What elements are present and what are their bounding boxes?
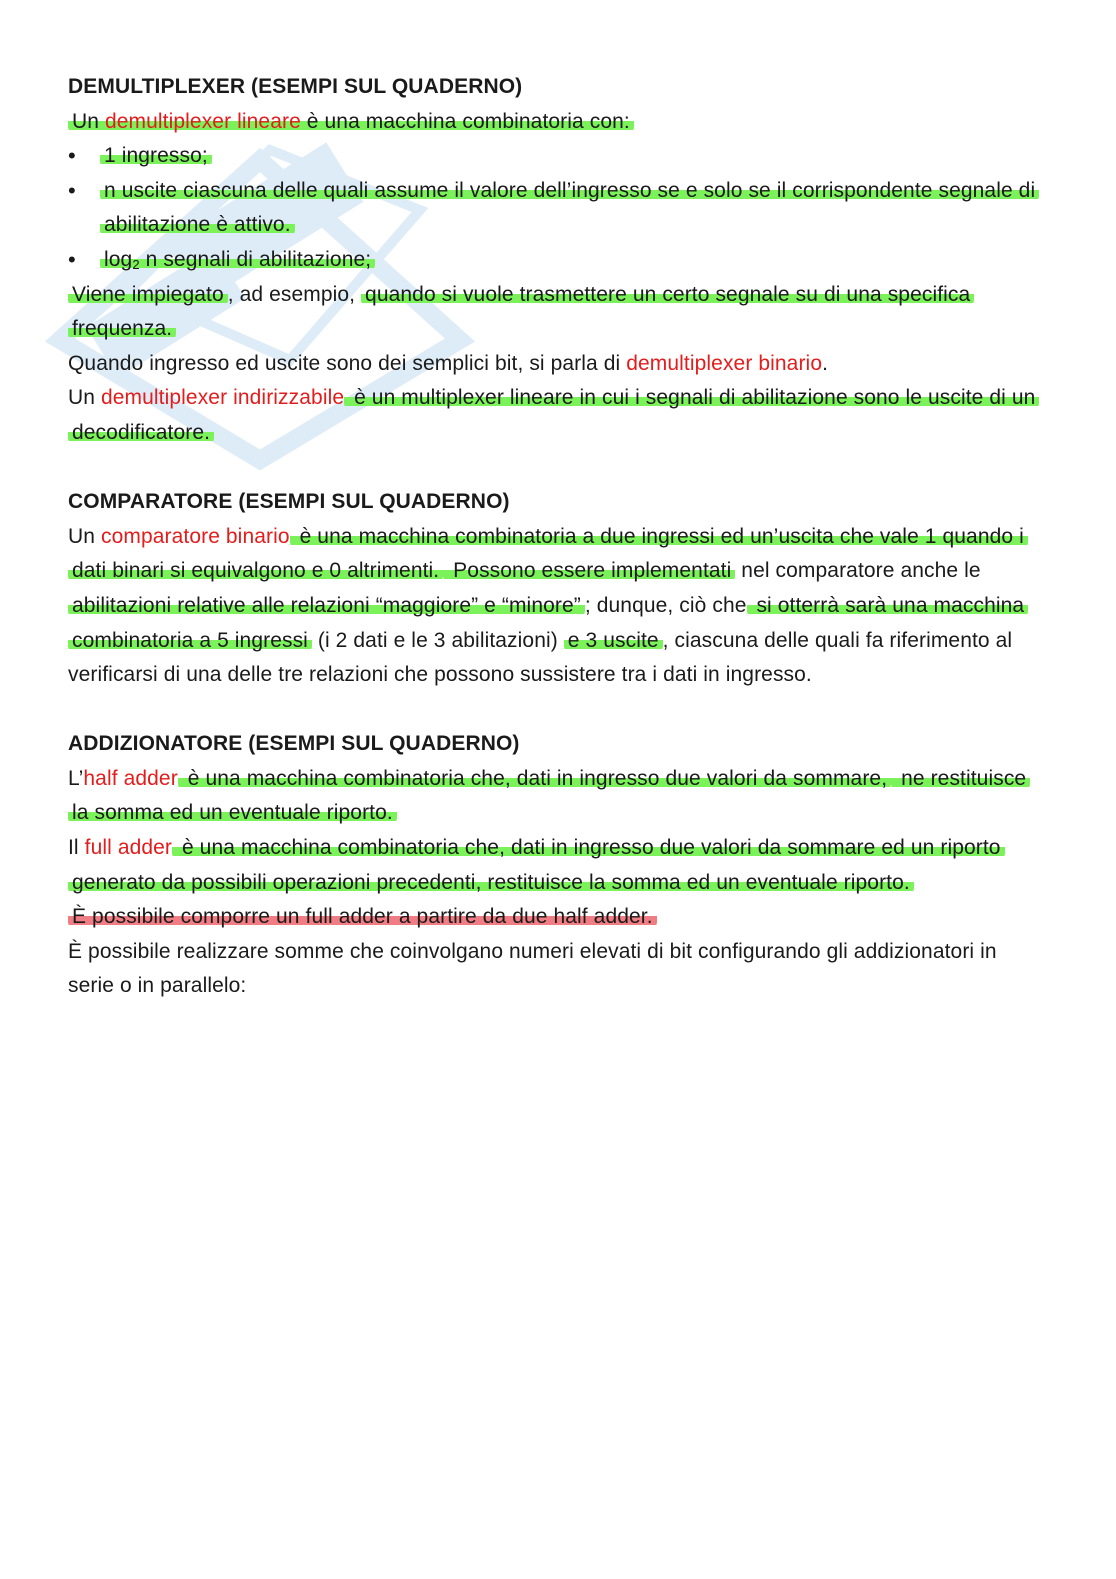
list-item: • n uscite ciascuna delle quali assume il valore dell’ingresso se e solo se il corrispondente segnale di abilitazione è attivo. xyxy=(68,174,1048,243)
key-term: demultiplexer indirizzabile xyxy=(100,386,345,410)
paragraph: Viene impiegato , ad esempio, quando si vuole trasmettere un certo segnale su di una specifica frequenza. xyxy=(68,278,1048,347)
paragraph: È possibile realizzare somme che coinvolgano numeri elevati di bit configurando gli addizionatori in serie o in parallelo: xyxy=(68,939,997,998)
paragraph: Il full adder è una macchina combinatoria che, dati in ingresso due valori da sommare ed un riporto generato da possibili operazioni precedenti, restituisce la somma ed un eventuale riporto. xyxy=(68,831,1048,900)
document-body xyxy=(68,70,1048,1004)
bullet-list xyxy=(68,139,1048,277)
key-term: demultiplexer binario xyxy=(626,351,823,375)
section-comparatore xyxy=(68,485,1048,693)
section-title: ADDIZIONATORE (ESEMPI SUL QUADERNO) xyxy=(68,732,520,756)
bullet-icon: • xyxy=(68,246,76,272)
paragraph: Quando ingresso ed uscite sono dei semplici bit, si parla di demultiplexer binario. xyxy=(68,351,829,375)
key-term: full adder xyxy=(84,836,173,860)
paragraph: Un demultiplexer indirizzabile è un multiplexer lineare in cui i segnali di abilitazione sono le uscite di un decodificatore. xyxy=(68,381,1048,450)
section-demultiplexer xyxy=(68,70,1048,451)
key-term: demultiplexer lineare xyxy=(104,109,301,133)
list-item: • 1 ingresso; xyxy=(68,139,1048,174)
section-addizionatore xyxy=(68,727,1048,1004)
paragraph: Un comparatore binario è una macchina combinatoria a due ingressi ed un’uscita che vale 1 quando i dati binari si equivalgono e 0 altrimenti. Possono essere implementati nel comparatore anche le abilitazioni relative alle relazioni “maggiore” e “minore” ; dunque, ciò che si otterrà sarà una macchina combinatoria a 5 ingressi (i 2 dati e le 3 abilitazioni) e 3 uscite , ciascuna delle quali fa riferimento al verificarsi di una delle tre relazioni che possono sussistere tra i dati in ingresso. xyxy=(68,520,1048,693)
list-item: • $\log_2 n$ segnali di abilitazione; xyxy=(68,243,1048,278)
paragraph: Un demultiplexer lineare è una macchina combinatoria con: xyxy=(68,105,1048,140)
bullet-icon: • xyxy=(68,177,76,203)
paragraph: L’half adder è una macchina combinatoria che, dati in ingresso due valori da sommare, ne restituisce la somma ed un eventuale riporto. xyxy=(68,762,1048,831)
section-title: DEMULTIPLEXER (ESEMPI SUL QUADERNO) xyxy=(68,75,523,98)
paragraph: È possibile comporre un full adder a partire da due half adder. xyxy=(68,900,1048,935)
key-term: half adder xyxy=(83,766,178,790)
key-term: comparatore binario xyxy=(100,524,290,548)
bullet-icon: • xyxy=(68,143,76,169)
section-title: COMPARATORE (ESEMPI SUL QUADERNO) xyxy=(68,490,510,514)
